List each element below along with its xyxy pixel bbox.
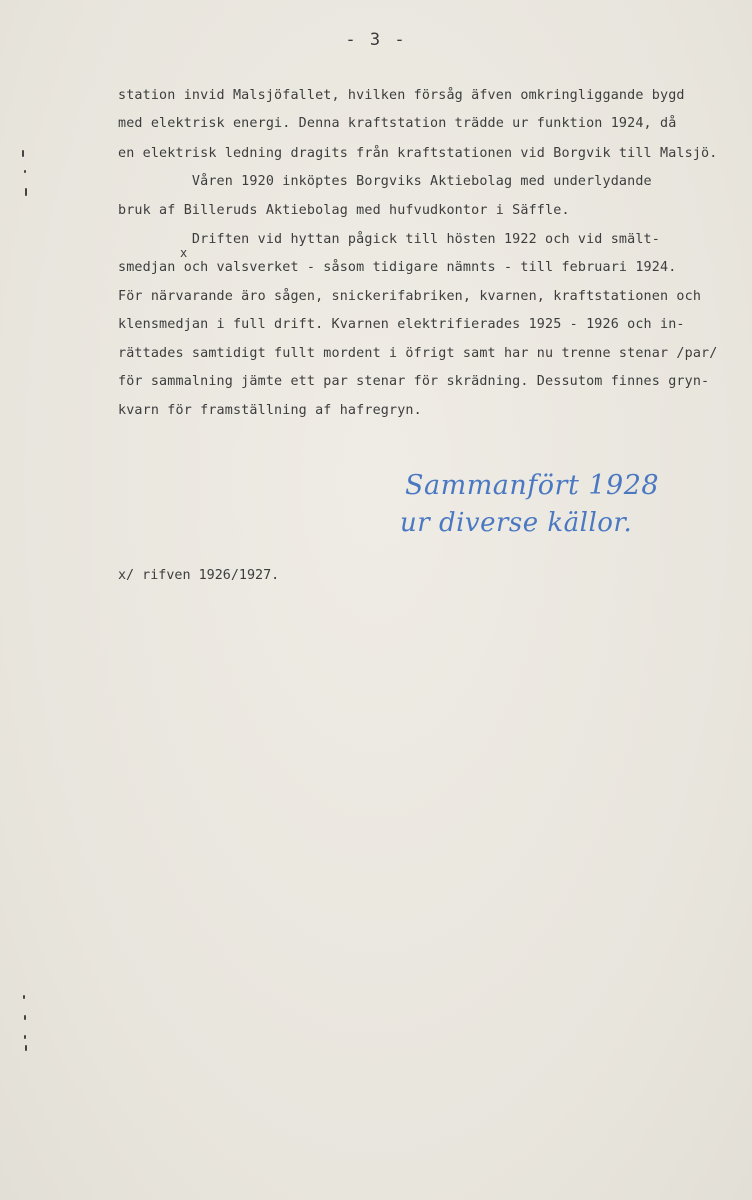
margin-mark <box>23 995 25 999</box>
page-number: - 3 - <box>345 30 407 50</box>
handwritten-note-line-1: Sammanfört 1928 <box>405 470 660 501</box>
body-line-3: en elektrisk ledning dragits från kraftstationen vid Borgvik till Malsjö. <box>118 146 718 161</box>
body-line-1: station invid Malsjöfallet, hvilken försåg äfven omkringliggande bygd <box>118 88 685 103</box>
body-line-12: kvarn för framställning af hafregryn. <box>118 403 422 418</box>
body-line-5: bruk af Billeruds Aktiebolag med hufvudkontor i Säffle. <box>118 203 570 218</box>
footnote-marker: x <box>180 246 188 260</box>
body-line-9: klensmedjan i full drift. Kvarnen elektrifierades 1925 - 1926 och in- <box>118 317 685 332</box>
margin-mark <box>24 1035 26 1039</box>
body-line-4: Våren 1920 inköptes Borgviks Aktiebolag med underlydande <box>118 174 652 189</box>
margin-mark <box>24 170 26 173</box>
body-line-6: Driften vid hyttan pågick till hösten 1922 och vid smält- <box>118 232 660 247</box>
margin-mark <box>25 1045 27 1051</box>
body-line-11: för sammalning jämte ett par stenar för skrädning. Dessutom finnes gryn- <box>118 374 710 389</box>
body-line-2: med elektrisk energi. Denna kraftstation trädde ur funktion 1924, då <box>118 116 677 131</box>
margin-mark <box>24 1015 26 1020</box>
body-line-8: För närvarande äro sågen, snickerifabriken, kvarnen, kraftstationen och <box>118 289 702 304</box>
body-line-10: rättades samtidigt fullt mordent i öfrigt samt har nu trenne stenar /par/ <box>118 346 718 361</box>
footnote: x/ rifven 1926/1927. <box>118 568 280 583</box>
body-line-7: smedjan och valsverket - såsom tidigare nämnts - till februari 1924. <box>118 260 677 275</box>
handwritten-note-line-2: ur diverse källor. <box>400 508 633 538</box>
margin-mark <box>22 150 24 157</box>
margin-mark <box>25 188 27 196</box>
